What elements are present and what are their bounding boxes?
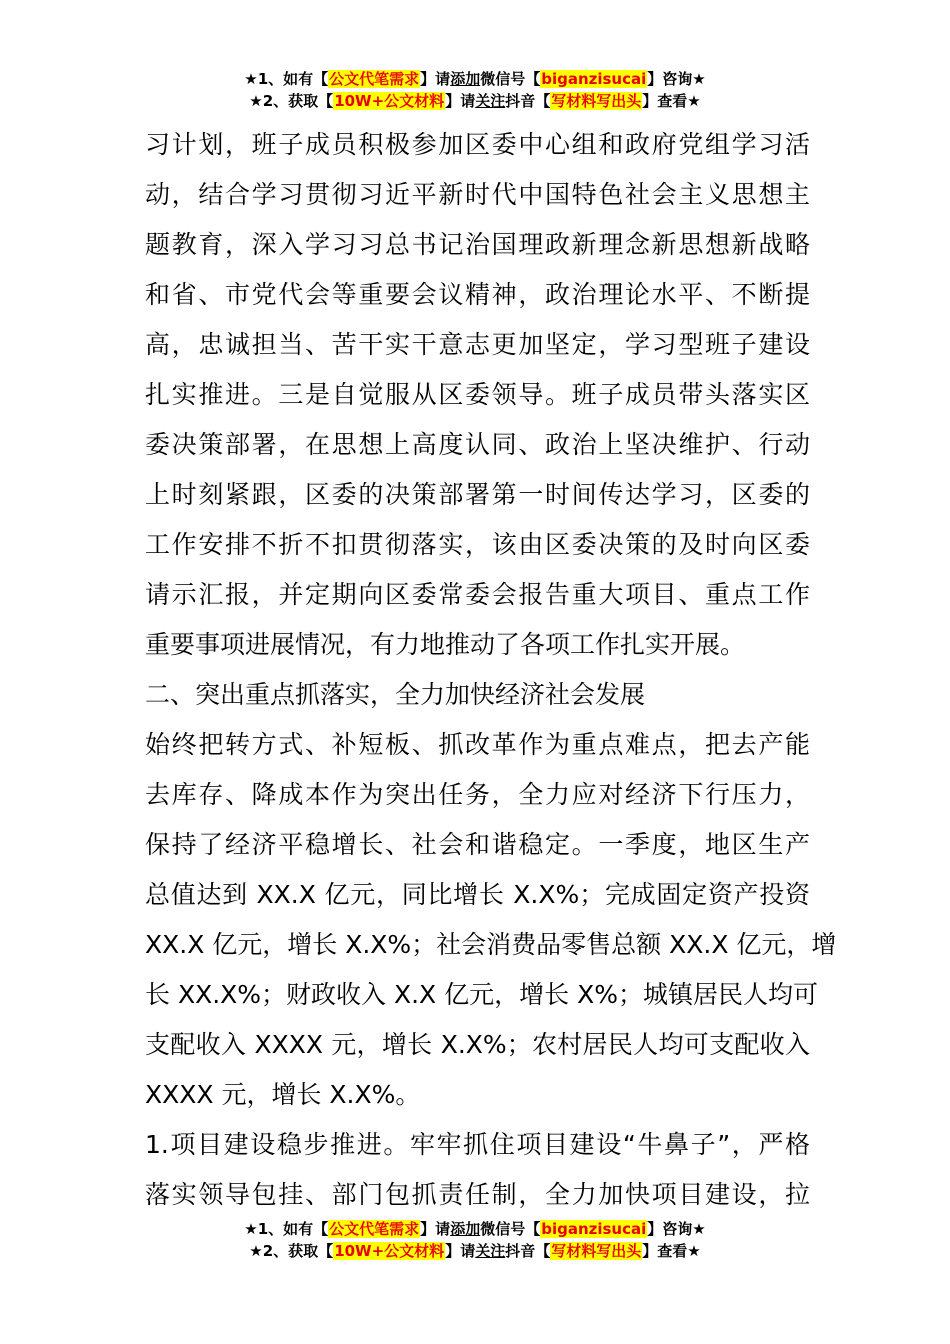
banner-text: 微信号【 [480,70,541,88]
text-line: 扎实推进。三是自觉服从区委领导。班子成员带头落实区 [145,380,810,409]
text-line: 去库存、降成本作为突出任务，全力应对经济下行压力， [145,780,810,809]
document-body [145,120,837,1220]
text-line: 和省、市党代会等重要会议精神，政治理论水平、不断提 [145,280,810,309]
banner-line-1 [0,1218,950,1240]
banner-line-2 [0,90,950,112]
banner-underlined: 添加 [450,70,481,88]
banner-text: 抖音【 [505,92,551,110]
banner-highlight: 写材料写出头 [551,92,642,110]
text-line: 委决策部署，在思想上高度认同、政治上坚决维护、行动 [145,430,810,459]
banner-highlight: 10W+公文材料 [334,1242,445,1260]
text-line: 题教育，深入学习习总书记治国理政新理念新思想新战略 [145,230,810,259]
banner-text: 抖音【 [505,1242,551,1260]
banner-highlight: biganzisucai [541,1220,647,1238]
text-line: 请示汇报，并定期向区委常委会报告重大项目、重点工作 [145,580,810,609]
banner-text: 】查看★ [642,1242,701,1260]
text-line: 长 XX.X%；财政收入 X.X 亿元，增长 X%；城镇居民人均可 [145,980,818,1009]
banner-highlight: 10W+公文材料 [334,92,445,110]
text-line: 重要事项进展情况，有力地推动了各项工作扎实开展。 [145,630,746,659]
banner-highlight: 写材料写出头 [551,1242,642,1260]
banner-text: ★2、获取【 [249,92,334,110]
banner-text: ★1、如有【 [244,1220,329,1238]
banner-underlined: 关注 [475,92,506,110]
banner-text: 】请 [445,1242,476,1260]
banner-text: 】请 [420,70,451,88]
banner-highlight: 公文代笔需求 [329,1220,420,1238]
banner-line-1 [0,68,950,90]
text-line: 上时刻紧跟，区委的决策部署第一时间传达学习，区委的 [145,480,810,509]
banner-text: 】咨询★ [647,70,706,88]
text-line: 1.项目建设稳步推进。牢牢抓住项目建设“牛鼻子”，严格 [145,1130,810,1159]
footer-banner [0,1218,950,1262]
text-line: 高，忠诚担当、苦干实干意志更加坚定，学习型班子建设 [145,330,810,359]
text-line: XXXX 元，增长 X.X%。 [145,1080,421,1109]
banner-text: ★2、获取【 [249,1242,334,1260]
text-line: 支配收入 XXXX 元，增长 X.X%；农村居民人均可支配收入 [145,1030,810,1059]
banner-underlined: 添加 [450,1220,481,1238]
banner-text: 】咨询★ [647,1220,706,1238]
text-line: 动，结合学习贯彻习近平新时代中国特色社会主义思想主 [145,180,810,209]
text-line: 始终把转方式、补短板、抓改革作为重点难点，把去产能 [145,730,810,759]
banner-text: 微信号【 [480,1220,541,1238]
text-line: XX.X 亿元，增长 X.X%；社会消费品零售总额 XX.X 亿元，增 [145,930,837,959]
section-heading: 二、突出重点抓落实，全力加快经济社会发展 [145,680,646,709]
banner-line-2 [0,1240,950,1262]
banner-text: 】请 [420,1220,451,1238]
text-line: 总值达到 XX.X 亿元，同比增长 X.X%；完成固定资产投资 [145,880,810,909]
banner-highlight: biganzisucai [541,70,647,88]
text-line: 工作安排不折不扣贯彻落实，该由区委决策的及时向区委 [145,530,810,559]
banner-text: 】查看★ [642,92,701,110]
banner-text: 】请 [445,92,476,110]
banner-text: ★1、如有【 [244,70,329,88]
banner-underlined: 关注 [475,1242,506,1260]
text-line: 保持了经济平稳增长、社会和谐稳定。一季度，地区生产 [145,830,810,859]
banner-highlight: 公文代笔需求 [329,70,420,88]
text-line: 习计划，班子成员积极参加区委中心组和政府党组学习活 [145,130,810,159]
header-banner [0,68,950,112]
text-line: 落实领导包挂、部门包抓责任制，全力加快项目建设，拉 [145,1180,810,1209]
